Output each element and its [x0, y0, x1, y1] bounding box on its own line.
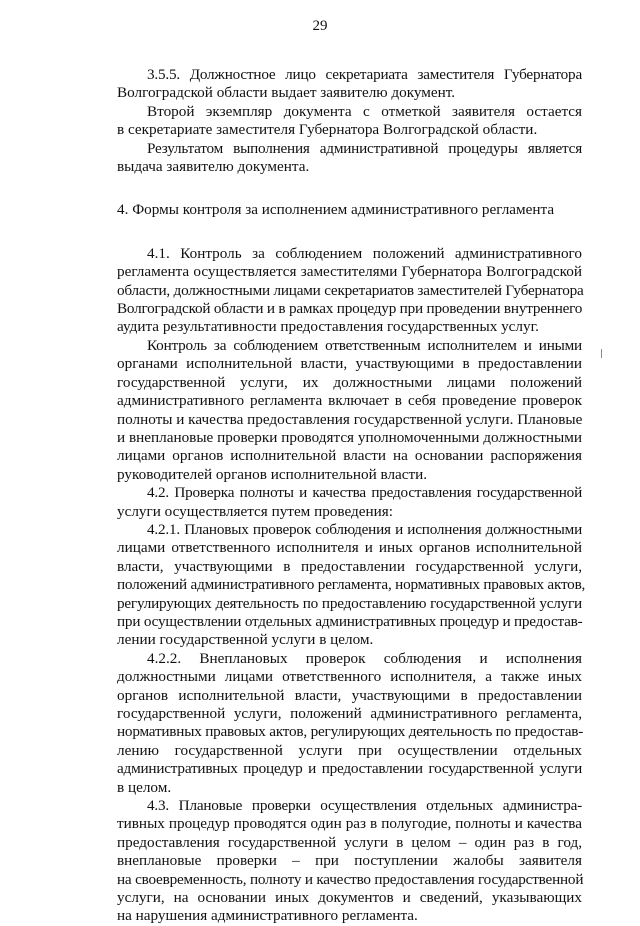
text-line: предоставления государственной услуги в целом – один раз в год,: [117, 833, 582, 851]
text-line: положений административного регламента, нормативных правовых актов,: [117, 576, 586, 594]
text-line: области, должностными лицами секретариатов заместителей Губернатора: [117, 281, 584, 299]
text-line: 4.2. Проверка полноты и качества предоставления государственной: [147, 484, 582, 502]
paragraph: [117, 650, 582, 797]
section-paragraphs: [117, 244, 586, 926]
text-line: внеплановые проверки – при поступлении жалобы заявителя: [117, 852, 582, 870]
text-line: на нарушения административного регламента.: [117, 907, 418, 925]
text-line: 4.3. Плановые проверки осуществления отдельных администра-: [147, 797, 582, 815]
paragraph: [117, 484, 582, 521]
text-line: административных процедур и предоставлении государственной услуги: [117, 760, 582, 778]
text-line: лицами органов исполнительной власти на основании распоряжения: [117, 447, 582, 465]
text-line: и внеплановые проверки проводятся уполномоченными должностными: [117, 428, 582, 446]
page-number: 29: [312, 18, 328, 34]
text-line: лицами ответственного исполнителя и иных органов исполнительной: [117, 539, 582, 557]
text-line: лении государственной услуги в целом.: [117, 631, 374, 649]
text-line: 4.2.2. Внеплановых проверок соблюдения и исполнения: [147, 649, 582, 667]
text-line: административного регламента включает в себя проведение проверок: [117, 392, 582, 410]
text-line: Волгоградской области выдает заявителю документ.: [117, 84, 456, 102]
text-line: органов исполнительной власти, участвующими в предоставлении: [117, 686, 582, 704]
paragraph: [117, 520, 586, 650]
text-line: 4.2.1. Плановых проверок соблюдения и исполнения должностными: [147, 520, 582, 538]
paragraph: [117, 245, 582, 337]
section-heading: 4. Формы контроля за исполнением административного регламента: [117, 201, 555, 219]
paragraph: [117, 66, 582, 103]
text-line: на своевременность, полноту и качество предоставления государственной: [117, 870, 584, 888]
text-line: услуги осуществляется путем проведения:: [117, 502, 393, 520]
text-line: услуги, на основании иных документов и сведений, указывающих: [117, 889, 582, 907]
text-line: Второй экземпляр документа с отметкой заявителя остается: [147, 102, 582, 120]
text-line: 3.5.5. Должностное лицо секретариата заместителя Губернатора: [147, 66, 582, 83]
text-line: в секретариате заместителя Губернатора Волгоградской области.: [117, 121, 538, 139]
text-line: при осуществлении отдельных административных процедур и предостав-: [117, 612, 583, 630]
paragraph: [117, 103, 582, 140]
text-line: государственной услуги, положений административного регламента,: [117, 705, 582, 722]
text-line: руководителей органов исполнительной власти.: [117, 465, 428, 483]
text-line: Контроль за соблюдением ответственным исполнителем и иными: [147, 336, 582, 354]
text-line: регулирующих деятельность по предоставлению государственной услуги: [117, 594, 582, 612]
text-line: полноты и качества предоставления государственной услуги. Плановые: [117, 410, 583, 428]
text-line: в целом.: [117, 778, 172, 796]
text-line: должностными лицами ответственного исполнителя, а также иных: [117, 668, 582, 686]
text-line: лению государственной услуги при осуществлении отдельных: [117, 741, 582, 759]
document-body: [117, 66, 586, 926]
text-line: власти, участвующими в предоставлении государственной услуги,: [117, 557, 582, 575]
text-line: 4.1. Контроль за соблюдением положений административного: [147, 244, 582, 262]
text-line: регламента осуществляется заместителями Губернатора Волгоградской: [117, 263, 582, 281]
paragraph: [117, 797, 582, 926]
text-line: государственной услуги, их должностными лицами положений: [117, 373, 582, 391]
margin-mark: [601, 349, 602, 358]
text-line: аудита результативности предоставления государственных услуг.: [117, 318, 539, 336]
intro-paragraphs: [117, 66, 582, 176]
paragraph: [117, 140, 582, 177]
text-line: органами исполнительной власти, участвующими в предоставлении: [117, 355, 582, 373]
text-line: Результатом выполнения административной процедуры является: [147, 139, 582, 157]
paragraph: [117, 337, 582, 484]
text-line: нормативных правовых актов, регулирующих деятельность по предостав-: [117, 723, 584, 741]
text-line: Волгоградской области и в рамках процедур при проведении внутреннего: [117, 300, 583, 318]
text-line: тивных процедур проводятся один раз в полугодие, полноты и качества: [117, 815, 582, 833]
text-line: выдача заявителю документа.: [117, 158, 310, 176]
